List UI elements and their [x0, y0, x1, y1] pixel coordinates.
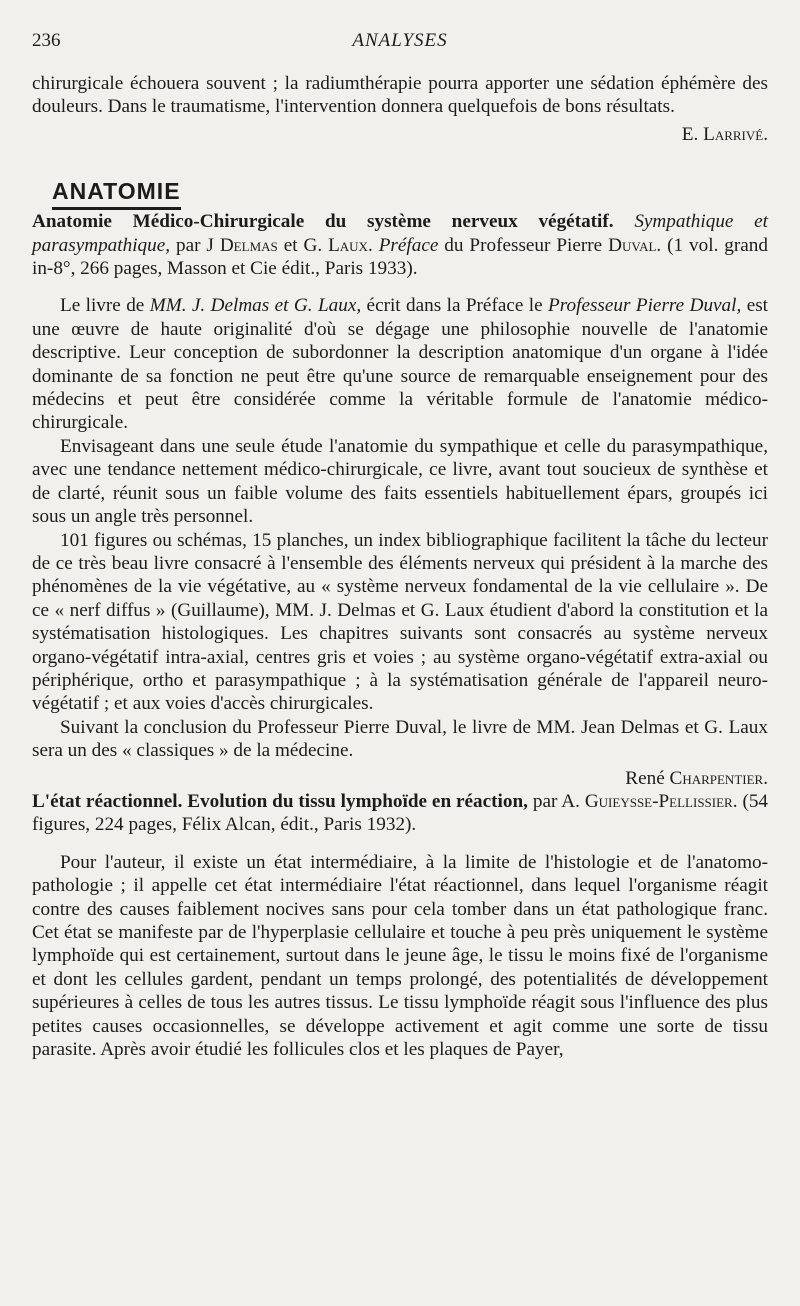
review-2-heading: L'état réactionnel. Evolution du tissu lymphoïde en réaction, par A. Guieysse-Pellissier. (54 figures, 224 pages, Félix Alcan, édit., Paris 1932). [32, 790, 769, 836]
review-1-author-1: Delmas [219, 234, 278, 256]
review-1-heading: Anatomie Médico-Chirurgicale du système nerveux végétatif. Sympathique et parasympathique, par J Delmas et G. Laux. Préface du Professeur Pierre Duval. (1 vol. grand in-8°, 266 pages, Masson et Cie édit., Paris 1933). [32, 211, 768, 280]
section-title: ANATOMIE [52, 178, 181, 210]
review-2-publication: (54 figures, 224 pages, Félix Alcan, édit., Paris 1932). [32, 790, 769, 836]
review-1-paragraph: Le livre de MM. J. Delmas et G. Laux, écrit dans la Préface le Professeur Pierre Duval, est une œuvre de haute originalité d'où se dégage une philosophie nouvelle de l'anatomie descriptive. Leur conception de subordonner la description anatomique d'un organe à l'idée dominante de sa fonction ne peut être qu'une source de remarquable enseignement pour des médecins et peut être considérée comme la véritable formule de l'anatomie médico-chirurgicale. [32, 295, 769, 434]
previous-review-text: chirurgicale échouera souvent ; la radiumthérapie pourra apporter une sédation éphémère des douleurs. Dans le traumatisme, l'intervention donnera quelquefois de bons résultats. [32, 73, 768, 118]
review-1-signature: René Charpentier. [625, 767, 768, 789]
page-header [32, 30, 768, 60]
running-title: ANALYSES [352, 30, 448, 51]
review-1-paragraph: Envisageant dans une seule étude l'anatomie du sympathique et celle du parasympathique, avec une tendance nettement médico-chirurgicale, ce livre, avant tout soucieux de synthèse et de clarté, réunit sous un faible volume des faits essentiels habituellement épars, groupés ici sous un angle très personnel. [32, 435, 768, 528]
page-body [32, 72, 768, 1061]
review-2-body [32, 851, 768, 1062]
review-1-title: Anatomie Médico-Chirurgicale du système nerveux végétatif. [32, 211, 614, 233]
review-1-reviewer: Charpentier. [669, 767, 768, 789]
review-1-subtitle: Sympathique et parasympathique, [32, 211, 768, 256]
review-2-title: L'état réactionnel. Evolution du tissu lymphoïde en réaction, [32, 790, 528, 812]
review-2-author: Guieysse-Pellissier. [584, 790, 738, 812]
review-1-body [32, 294, 768, 790]
review-1-paragraph: 101 figures ou schémas, 15 planches, un index bibliographique facilitent la tâche du lecteur de ce très beau livre consacré à l'ensemble des éléments nerveux qui président à la marche des phénomènes de la vie végétative, au « système nerveux fondamental de la vie cellulaire ». De ce « nerf diffus » (Guillaume), MM. J. Delmas et G. Laux étudient d'abord la constitution et la systématisation histologiques. Les chapitres suivants sont consacrés au système nerveux organo-végétatif intra-axial, centres gris et voies ; au système organo-végétatif extra-axial ou périphérique, ortho et parasympathique ; à la systématisation générale de l'appareil neuro-végétatif ; et aux voies d'accès chirurgicales. [32, 529, 768, 715]
previous-review-author: Larrivé. [703, 123, 768, 145]
review-2-paragraph: Pour l'auteur, il existe un état intermédiaire, à la limite de l'histologie et de l'anatomo-pathologie ; il appelle cet état intermédiaire l'état réactionnel, dans lequel l'organisme réagit contre des causes faiblement nocives sans pour cela tomber dans un état pathologique franc. Cet état se manifeste par de l'hyperplasie cellulaire et touche à peu près uniquement le système lymphoïde qui est certainement, surtout dans le jeune âge, le tissu le moins fixé de l'organisme et dont les cellules gardent, pendant un temps prolongé, des potentialités de développement supérieures à celles de tous les autres tissus. Le tissu lymphoïde réagit sous l'influence des plus petites causes occasionnelles, se développe activement et agit comme une sorte de tissu parasite. Après avoir étudié les follicules clos et les plaques de Payer, [32, 851, 768, 1061]
review-1-author-2: Laux. [328, 234, 373, 256]
page-number: 236 [32, 30, 61, 51]
review-1-paragraph: Suivant la conclusion du Professeur Pierre Duval, le livre de MM. Jean Delmas et G. Laux sera un des « classiques » de la médecine. [32, 716, 768, 762]
review-1-publication: (1 vol. grand in-8°, 266 pages, Masson et Cie édit., Paris 1933). [32, 234, 768, 280]
previous-review-signature: E. Larrivé. [681, 123, 768, 145]
